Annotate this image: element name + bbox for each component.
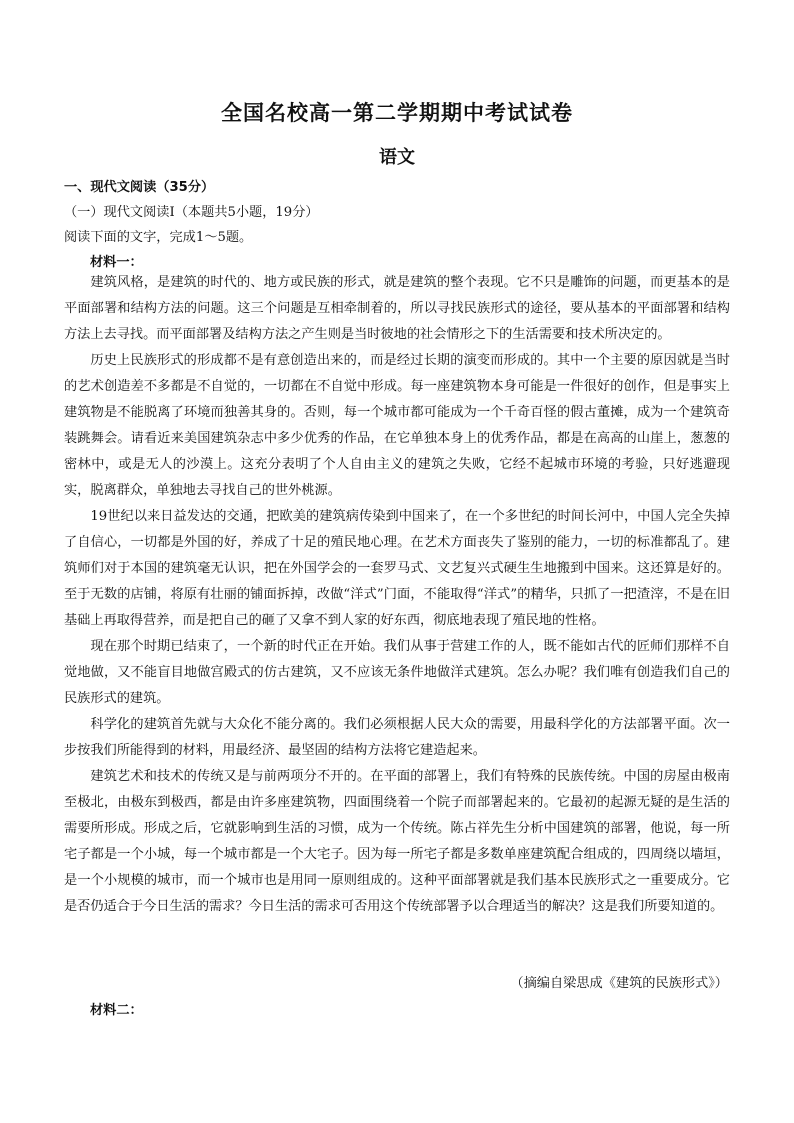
source-attribution: （摘编自梁思成《建筑的民族形式》）	[510, 976, 728, 991]
section-heading: 一、现代文阅读（35分）	[64, 180, 215, 195]
section-subheading: （一）现代文阅读Ⅰ（本题共5小题，19分）	[64, 205, 319, 220]
material-two-label: 材料二：	[90, 1003, 143, 1018]
paragraph: 现在那个时期已结束了，一个新的时代正在开始。我们从事于营建工作的人，既不能如古代的匠师们那样不自觉地做，又不能盲目地做宫殿式的仿古建筑，又不应该无条件地做洋式建筑。怎么办呢？我们唯有创造我们自己的民族形式的建筑。	[64, 639, 730, 706]
reading-instruction: 阅读下面的文字，完成1～5题。	[64, 230, 253, 245]
material-one-body	[64, 270, 730, 920]
subject-title: 语文	[379, 147, 415, 168]
paragraph: 科学化的建筑首先就与大众化不能分离的。我们必须根据人民大众的需要，用最科学化的方法部署平面。次一步按我们所能得到的材料，用最经济、最坚固的结构方法将它建造起来。	[64, 717, 730, 758]
paragraph: 19世纪以来日益发达的交通，把欧美的建筑病传染到中国来了，在一个多世纪的时间长河中，中国人完全失掉了自信心，一切都是外国的好，养成了十足的殖民地心理。在艺术方面丧失了鉴别的能力，一切的标准都乱了。建筑师们对于本国的建筑毫无认识，把在外国学会的一套罗马式、文艺复兴式硬生生地搬到中国来。这还算是好的。至于无数的店铺，将原有壮丽的铺面拆掉，改做“洋式”门面，不能取得“洋式”的精华，只抓了一把渣滓，不是在旧基础上再取得营养，而是把自己的砸了又拿不到人家的好东西，彻底地表现了殖民地的性格。	[64, 509, 730, 628]
paragraph: 历史上民族形式的形成都不是有意创造出来的，而是经过长期的演变而形成的。其中一个主要的原因就是当时的艺术创造差不多都是不自觉的，一切都在不自觉中形成。每一座建筑物本身可能是一件很好的创作，但是事实上建筑物是不能脱离了环境而独善其身的。否则，每一个城市都可能成为一个千奇百怪的假古董摊，成为一个建筑奇装跳舞会。请看近来美国建筑杂志中多少优秀的作品，在它单独本身上的优秀作品，都是在高高的山崖上，葱葱的密林中，或是无人的沙漠上。这充分表明了个人自由主义的建筑之失败，它经不起城市环境的考验，只好逃避现实，脱离群众，单独地去寻找自己的世外桃源。	[64, 353, 730, 498]
paragraph: 建筑风格，是建筑的时代的、地方或民族的形式，就是建筑的整个表现。它不只是雕饰的问题，而更基本的是平面部署和结构方法的问题。这三个问题是互相牵制着的，所以寻找民族形式的途径，要从基本的平面部署和结构方法上去寻找。而平面部署及结构方法之产生则是当时彼地的社会情形之下的生活需要和技术所决定的。	[64, 275, 730, 342]
exam-title: 全国名校高一第二学期期中考试试卷	[221, 101, 573, 125]
material-one-label: 材料一：	[90, 255, 143, 270]
paragraph: 建筑艺术和技术的传统又是与前两项分不开的。在平面的部署上，我们有特殊的民族传统。中国的房屋由极南至极北，由极东到极西，都是由许多座建筑物，四面围绕着一个院子而部署起来的。它最初的起源无疑的是生活的需要所形成。形成之后，它就影响到生活的习惯，成为一个传统。陈占祥先生分析中国建筑的部署，他说，每一所宅子都是一个小城，每一个城市都是一个大宅子。因为每一所宅子都是多数单座建筑配合组成的，四周绕以墙垣，是一个小规模的城市，而一个城市也是用同一原则组成的。这种平面部署就是我们基本民族形式之一重要成分。它是否仍适合于今日生活的需求？今日生活的需求可否用这个传统部署予以合理适当的解决？这是我们所要知道的。	[64, 769, 730, 914]
